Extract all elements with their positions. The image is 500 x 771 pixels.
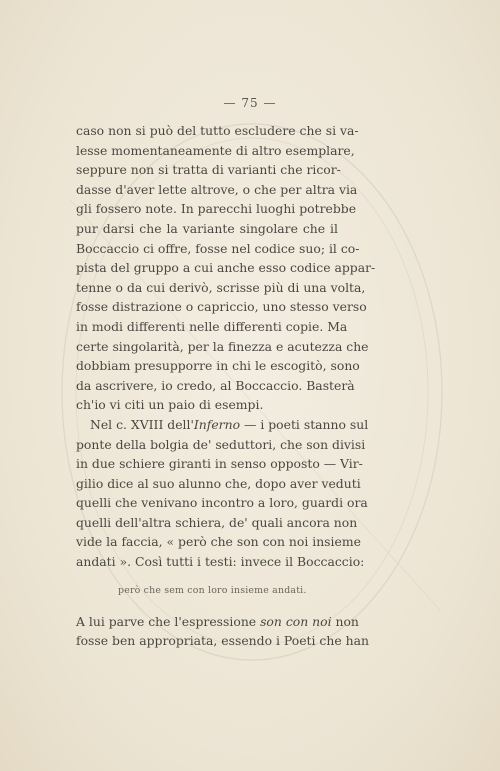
verse-quotation: però che sem con loro insieme andati.: [118, 584, 307, 596]
paragraph-3: [76, 612, 369, 651]
text-line: ch'io vi citi un paio di esempi.: [76, 397, 264, 413]
text-line: Boccaccio ci offre, fosse nel codice suo; il co-: [76, 240, 360, 256]
text-fragment: — i poeti stanno sul: [240, 416, 369, 432]
text-line: gli fossero note. In parecchi luoghi potrebbe: [76, 201, 357, 217]
text-line: [76, 612, 359, 632]
page-number: — 75 —: [223, 96, 277, 110]
text-line: dasse d'aver lette altrove, o che per altra via: [76, 181, 358, 197]
paragraph-2: [76, 415, 369, 572]
text-line: lesse momentaneamente di altro esemplare,: [76, 142, 355, 158]
text-line: dobbiam presupporre in chi le escogitò, sono: [76, 358, 360, 374]
text-line: fosse distrazione o capriccio, uno stesso verso: [76, 299, 367, 315]
text-line: caso non si può del tutto escludere che si va-: [76, 123, 359, 138]
text-line: fosse ben appropriata, essendo i Poeti che han: [76, 633, 369, 649]
text-line: quelli che venivano incontro a loro, guardi ora: [76, 495, 368, 511]
text-line: certe singolarità, per la finezza e acutezza che: [76, 338, 369, 354]
text-line: [76, 415, 369, 435]
text-line: in modi differenti nelle differenti copie. Ma: [76, 318, 348, 334]
text-line: seppure non si tratta di varianti che ricor-: [76, 162, 341, 178]
text-line: gilio dice al suo alunno che, dopo aver veduti: [76, 475, 361, 491]
italic-phrase: son con noi: [260, 613, 332, 629]
text-line: in due schiere giranti in senso opposto — Vir-: [76, 456, 363, 472]
text-line: quelli dell'altra schiera, de' quali ancora non: [76, 514, 358, 530]
text-line: pur darsi che la variante singolare che il: [76, 220, 338, 236]
italic-title: Inferno: [193, 416, 241, 432]
text-line: andati ». Così tutti i testi: invece il Boccaccio:: [76, 554, 365, 570]
text-line: pista del gruppo a cui anche esso codice appar-: [76, 260, 376, 276]
text-fragment: Nel c. XVIII dell': [90, 416, 194, 432]
text-line: ponte della bolgia de' seduttori, che son divisi: [76, 436, 366, 452]
text-line: tenne o da cui derivò, scrisse più di una volta,: [76, 279, 366, 295]
text-line: da ascrivere, io credo, al Boccaccio. Basterà: [76, 377, 355, 393]
paragraph-1: [76, 121, 376, 415]
text-fragment: A lui parve che l'espressione: [76, 613, 261, 629]
text-line: vide la faccia, « però che son con noi insieme: [76, 534, 361, 550]
text-fragment: non: [331, 613, 359, 629]
body-text: [76, 121, 376, 651]
